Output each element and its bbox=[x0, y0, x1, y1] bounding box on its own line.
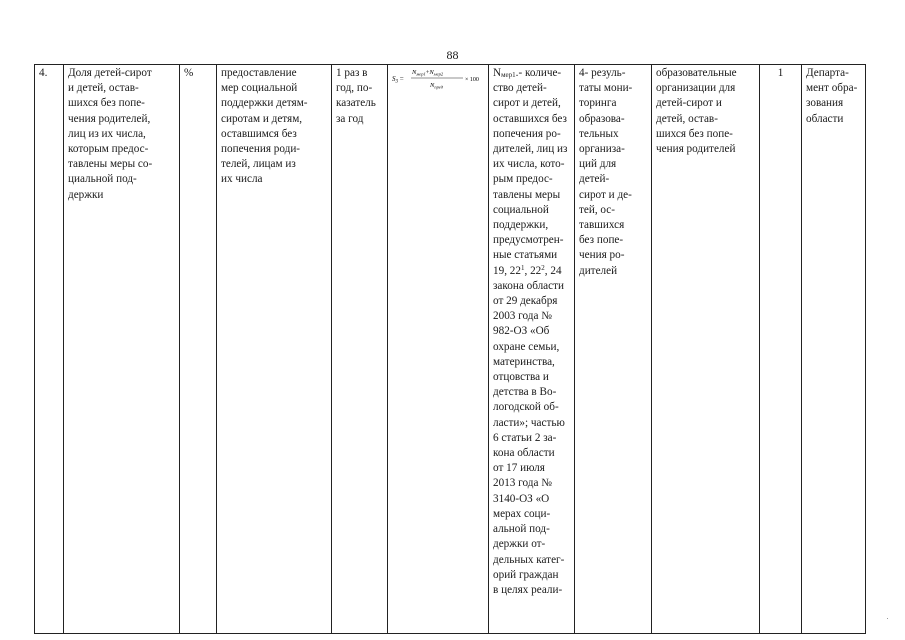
cell-row-number bbox=[35, 65, 64, 634]
cell-code bbox=[760, 65, 802, 634]
cell-source bbox=[575, 65, 652, 634]
formula-denominator-sub: пред bbox=[434, 84, 444, 90]
svg-text:Nмер1+Nмер2 bbox=[411, 69, 444, 77]
formula-variables-description bbox=[493, 66, 570, 598]
variable-symbol: N bbox=[493, 67, 502, 79]
cell-indicator-name bbox=[64, 65, 180, 634]
indicator-table bbox=[34, 64, 866, 634]
variable-text-part1: .- количе- ство детей- сирот и детей, оставшихся без попечения ро- дителей, лиц из их числа, кото- рым предос- тавлены меры социальной поддержки, предусмотрен- ные статьями 19, 22 bbox=[493, 67, 568, 277]
formula-lhs-sub: 3 bbox=[395, 79, 398, 85]
row-number: 4. bbox=[39, 67, 48, 79]
scan-speck bbox=[887, 618, 888, 619]
formula-numerator-a-sub: мер1 bbox=[416, 71, 426, 77]
formula-numerator-a: N bbox=[412, 69, 417, 76]
cell-variables bbox=[489, 65, 575, 634]
cell-department bbox=[802, 65, 866, 634]
unit: % bbox=[184, 67, 194, 79]
table-row bbox=[35, 65, 866, 634]
formula-lhs: S bbox=[392, 75, 396, 83]
cell-unit bbox=[180, 65, 217, 634]
variable-text-part3: , 24 закона области от 29 декабря 2003 года № 982-ОЗ «Об охране семьи, материнства, отцовства и детства в Во- логодской об- ласти»; частью 6 статьи 2 за- кона области от 17 июля 2013 года № 3140-ОЗ «О мерах соци- альной под- держки от- дельных катег- орий граждан в целях реали- bbox=[493, 264, 565, 596]
page-number: 88 bbox=[446, 48, 459, 62]
formula-multiplier: × 100 bbox=[465, 77, 479, 83]
formula-denominator: N bbox=[430, 82, 435, 89]
responsible-organizations: образовательные организации для детей-сирот и детей, остав- шихся без попе- чения родителей bbox=[656, 67, 737, 156]
calculation-formula bbox=[392, 67, 484, 93]
variable-sup1: 1 bbox=[520, 263, 525, 272]
periodicity: 1 раз в год, по- казатель за год bbox=[336, 67, 376, 125]
variable-text-part2: , 22 bbox=[524, 264, 542, 277]
data-source: 4- резуль- таты мони- торинга образова- тельных организа- ций для детей- сирот и де- тей, ос- тавшихся без попе- чения ро- дителей bbox=[579, 67, 633, 277]
variable-sup2: 2 bbox=[541, 263, 545, 272]
cell-definition bbox=[217, 65, 332, 634]
cell-formula bbox=[388, 65, 489, 634]
cell-responsible-orgs bbox=[652, 65, 760, 634]
responsible-department: Департа- мент обра- зования области bbox=[806, 67, 858, 125]
indicator-definition: предоставление мер социальной поддержки детям- сиротам и детям, оставшимся без попечения роди- телей, лицам из их числа bbox=[221, 67, 308, 186]
svg-text:Nпред bbox=[429, 82, 444, 90]
svg-text:S3 =: $S_3$ = bbox=[392, 75, 404, 85]
formula-plus: + bbox=[425, 69, 430, 76]
formula-numerator-b: N bbox=[429, 69, 434, 76]
code: 1 bbox=[777, 67, 784, 79]
formula-numerator-b-sub: мер2 bbox=[433, 71, 444, 77]
indicator-name: Доля детей-сирот и детей, остав- шихся без попе- чения родителей, лиц из их числа, которым предос- тавлены меры со- циальной под- держки bbox=[68, 67, 153, 201]
cell-periodicity bbox=[332, 65, 388, 634]
variable-symbol-sub: мер1 bbox=[501, 71, 516, 79]
